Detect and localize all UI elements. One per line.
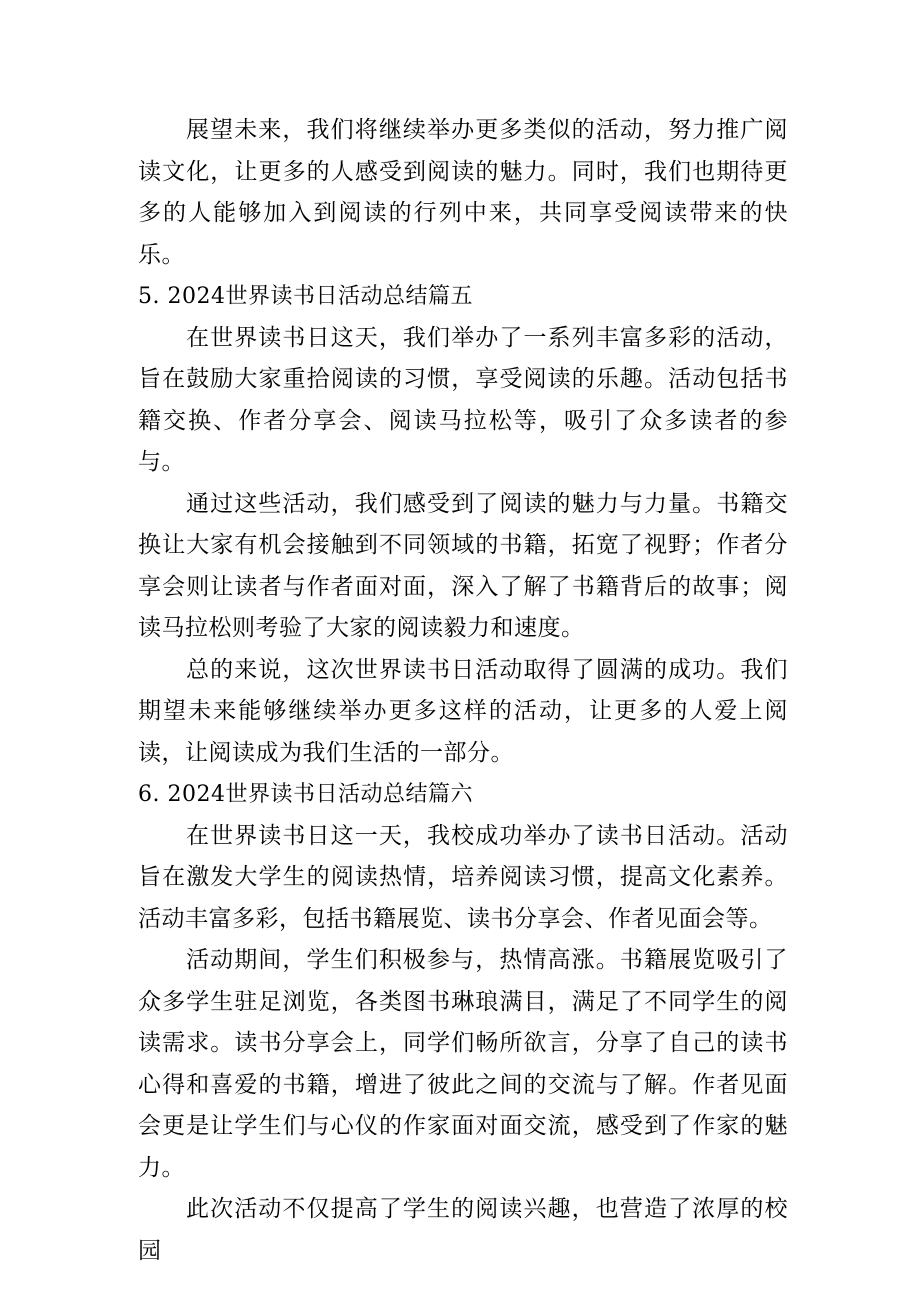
section-heading-6: 6. 2024世界读书日活动总结篇六 <box>138 782 473 807</box>
document-body <box>138 110 788 1272</box>
paragraph: 展望未来，我们将继续举办更多类似的活动，努力推广阅读文化，让更多的人感受到阅读的魅力。同时，我们也期待更多的人能够加入到阅读的行列中来，共同享受阅读带来的快乐。 <box>138 117 788 268</box>
section-heading-5: 5. 2024世界读书日活动总结篇五 <box>138 284 473 309</box>
paragraph: 在世界读书日这天，我们举办了一系列丰富多彩的活动，旨在鼓励大家重拾阅读的习惯，享受阅读的乐趣。活动包括书籍交换、作者分享会、阅读马拉松等，吸引了众多读者的参与。 <box>138 324 788 475</box>
paragraph: 通过这些活动，我们感受到了阅读的魅力与力量。书籍交换让大家有机会接触到不同领域的书籍，拓宽了视野；作者分享会则让读者与作者面对面，深入了解了书籍背后的故事；阅读马拉松则考验了大家的阅读毅力和速度。 <box>138 490 788 641</box>
paragraph: 活动期间，学生们积极参与，热情高涨。书籍展览吸引了众多学生驻足浏览，各类图书琳琅满目，满足了不同学生的阅读需求。读书分享会上，同学们畅所欲言，分享了自己的读书心得和喜爱的书籍，增进了彼此之间的交流与了解。作者见面会更是让学生们与心仪的作家面对面交流，感受到了作家的魅力。 <box>138 947 788 1181</box>
paragraph: 总的来说，这次世界读书日活动取得了圆满的成功。我们期望未来能够继续举办更多这样的活动，让更多的人爱上阅读，让阅读成为我们生活的一部分。 <box>138 656 788 766</box>
paragraph: 此次活动不仅提高了学生的阅读兴趣，也营造了浓厚的校园 <box>138 1196 788 1264</box>
paragraph: 在世界读书日这一天，我校成功举办了读书日活动。活动旨在激发大学生的阅读热情，培养阅读习惯，提高文化素养。活动丰富多彩，包括书籍展览、读书分享会、作者见面会等。 <box>138 822 788 932</box>
